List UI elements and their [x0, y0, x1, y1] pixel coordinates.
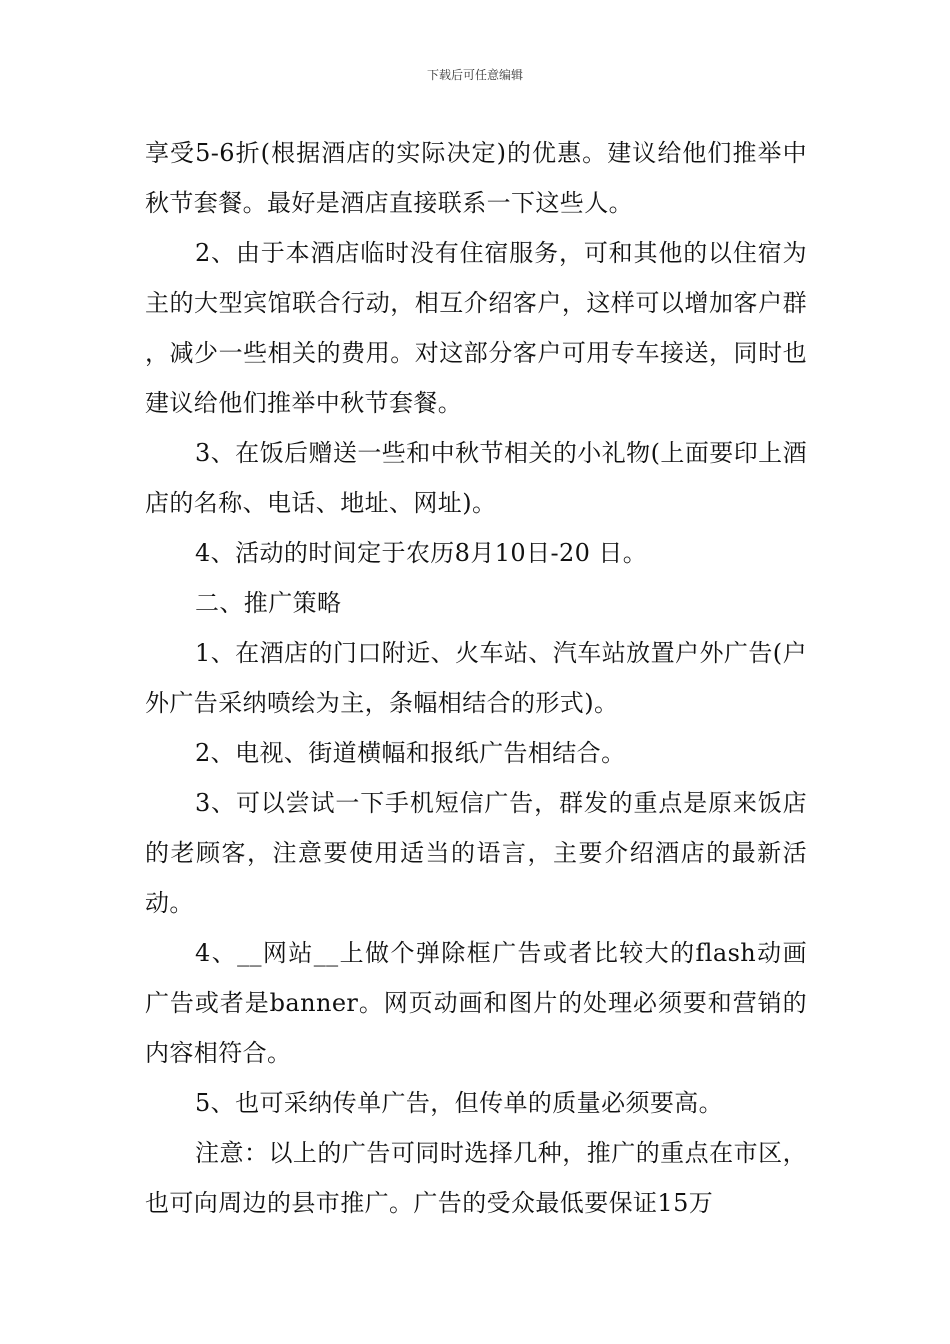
paragraph-item-2-lodging: 2、由于本酒店临时没有住宿服务，可和其他的以住宿为主的大型宾馆联合行动，相互介绍客户，这样可以增加客户群 ，减少一些相关的费用。对这部分客户可用专车接送，同时也建议给他们推举中秋节套餐。 [145, 239, 856, 417]
paragraph-promo-1-outdoor: 1、在酒店的门口附近、火车站、汽车站放置户外广告(户外广告采纳喷绘为主，条幅相结合的形式)。 [145, 639, 807, 717]
paragraph-continuation: 享受5-6折(根据酒店的实际决定)的优惠。建议给他们推举中秋节套餐。最好是酒店直接联系一下这些人。 [145, 139, 807, 217]
paragraph-promo-2-media: 2、电视、街道横幅和报纸广告相结合。 [195, 739, 626, 767]
paragraph-item-4-time: 4、活动的时间定于农历8月10日-20 日。 [195, 539, 648, 567]
page-header-note: 下载后可任意编辑 [426, 68, 523, 82]
paragraph-promo-4-web: 4、__网站__上做个弹除框广告或者比较大的flash动画广告或者是banner。网页动画和图片的处理必须要和营销的内容相符合。 [145, 939, 807, 1067]
paragraph-promo-3-sms: 3、可以尝试一下手机短信广告，群发的重点是原来饭店的老顾客，注意要使用适当的语言，主要介绍酒店的最新活动。 [145, 789, 807, 917]
paragraph-promo-5-flyers: 5、也可采纳传单广告，但传单的质量必须要高。 [195, 1089, 724, 1117]
paragraph-item-3-gifts: 3、在饭后赠送一些和中秋节相关的小礼物(上面要印上酒店的名称、电话、地址、网址)。 [145, 439, 807, 517]
paragraph-note: 注意：以上的广告可同时选择几种，推广的重点在市区，也可向周边的县市推广。广告的受众最低要保证15万 [145, 1139, 807, 1217]
section-heading-promotion: 二、推广策略 [195, 589, 342, 617]
document-body [145, 128, 856, 1228]
